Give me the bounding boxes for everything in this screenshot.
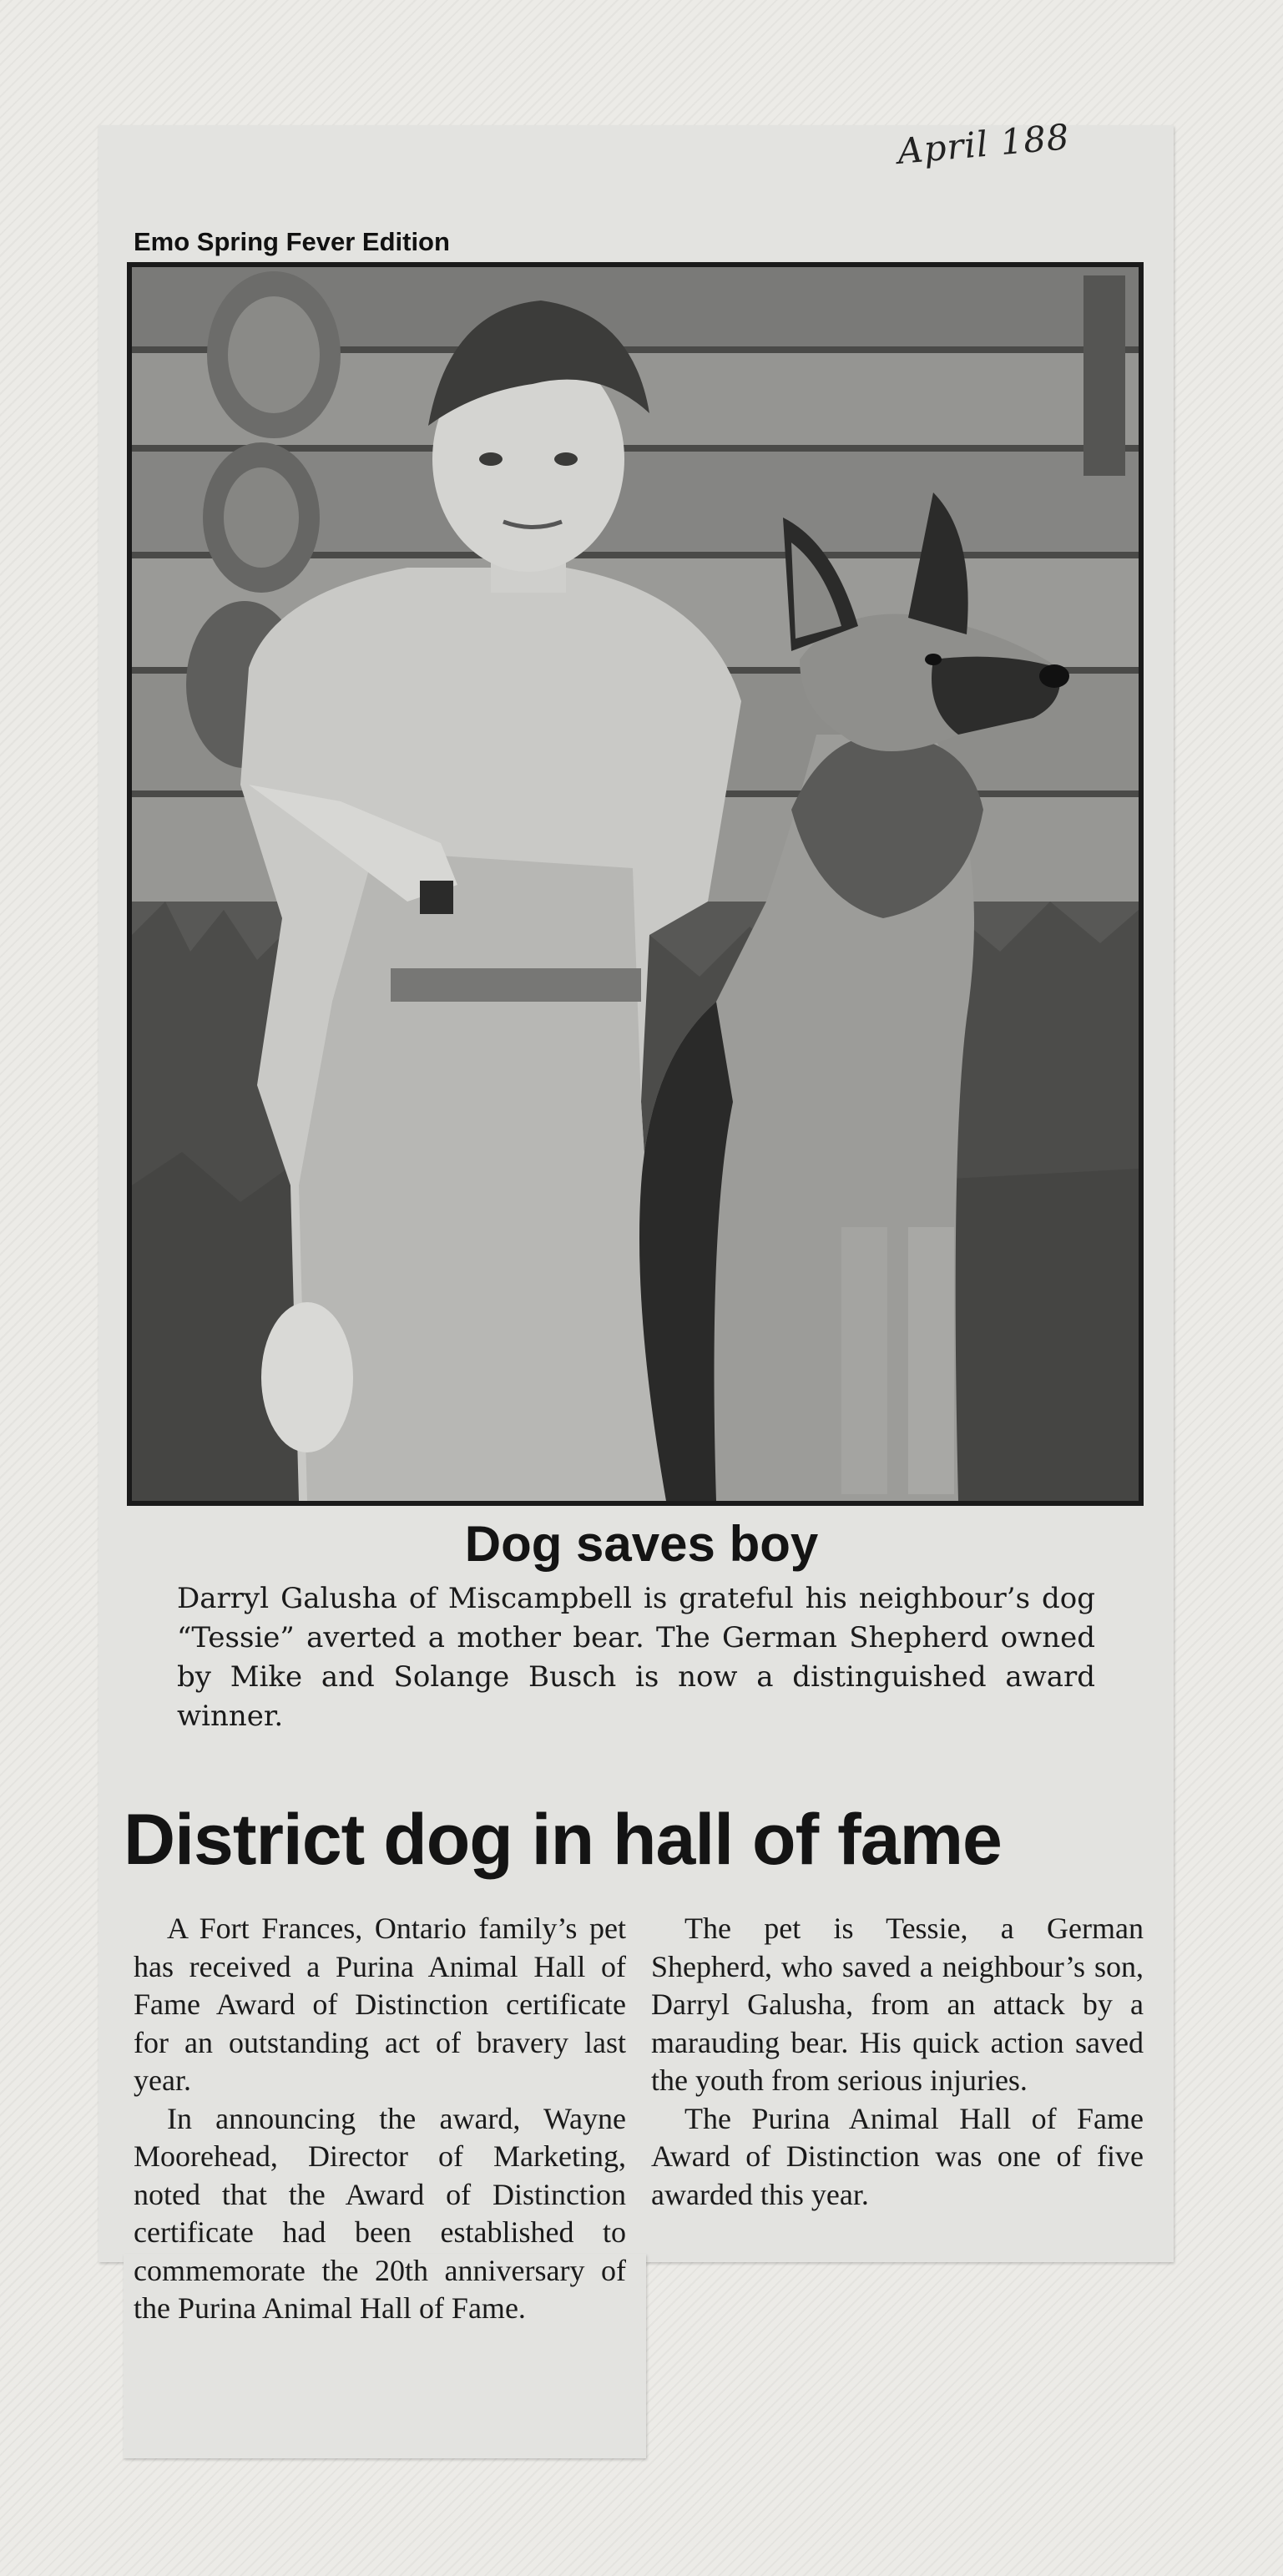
article-column-right xyxy=(651,1910,1144,2214)
article-column-left xyxy=(134,1910,626,2328)
photo-caption: Darryl Galusha of Miscampbell is grateful his neighbour’s dog “Tessie” averted a mother bear. The German Shepherd owned by Mike and Solange Busch is now a distinguished award winner. xyxy=(177,1582,1095,1733)
edition-label: Emo Spring Fever Edition xyxy=(134,227,450,256)
article-paragraph: A Fort Frances, Ontario family’s pet has received a Purina Animal Hall of Fame Award of Distinction certificate for an outstanding act of bravery last year. xyxy=(134,1912,626,2097)
article-paragraph: In announcing the award, Wayne Moorehead, Director of Marketing, noted that the Award of Distinction certificate had been established to commemorate the 20th anniversary of the Purina Animal Hall of Fame. xyxy=(134,2101,626,2325)
photo-headline: Dog saves boy xyxy=(464,1516,819,1572)
photo-boy-with-dog-image xyxy=(132,267,1139,1501)
handwritten-date: April 188 xyxy=(896,116,1072,172)
article-paragraph: The Purina Animal Hall of Fame Award of Distinction was one of five awarded this year. xyxy=(651,2101,1144,2211)
news-photo xyxy=(127,262,1144,1506)
article-paragraph: The pet is Tessie, a German Shepherd, who saved a neighbour’s son, Darryl Galusha, from an attack by a marauding bear. His quick action saved the youth from serious injuries. xyxy=(651,1912,1144,2097)
article-headline: District dog in hall of fame xyxy=(124,1800,1002,1880)
